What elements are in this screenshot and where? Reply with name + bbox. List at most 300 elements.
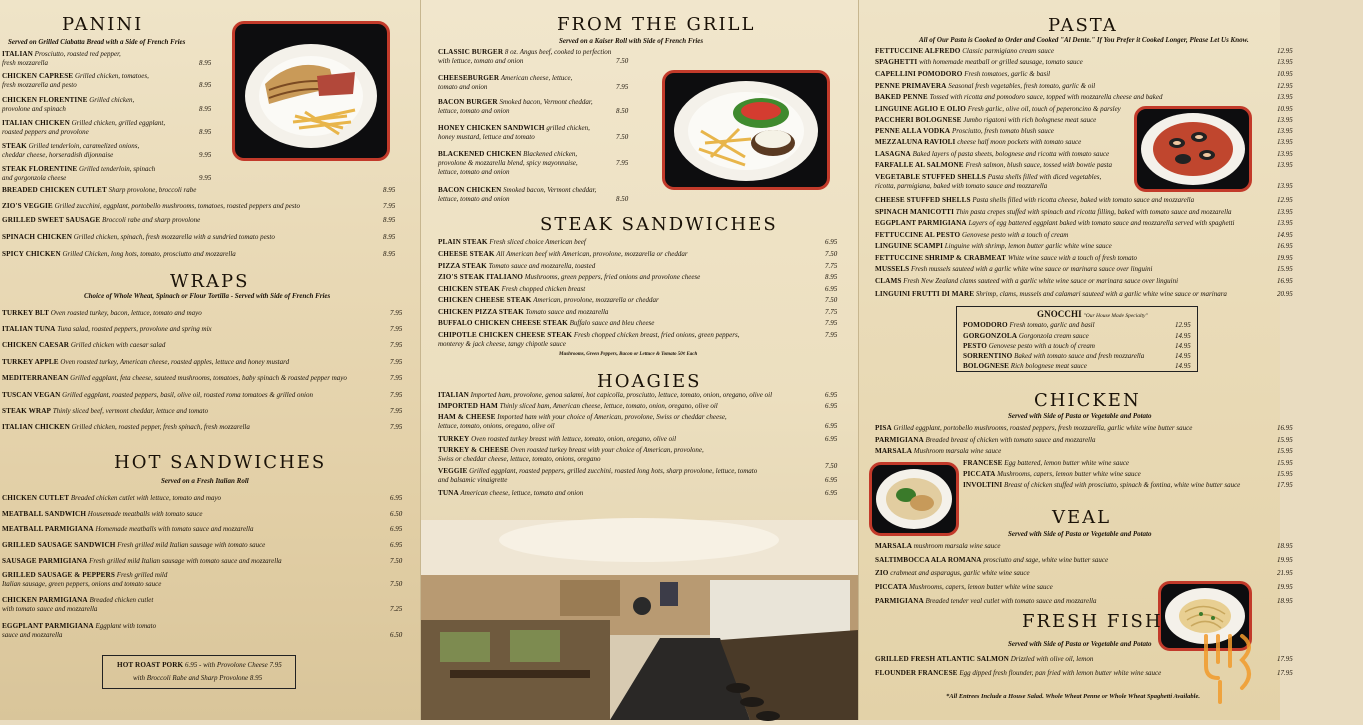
menu-item	[2, 233, 396, 242]
menu-item-price: 7.50	[825, 296, 838, 304]
menu-item-line	[438, 391, 846, 400]
menu-item-line	[963, 352, 1193, 361]
menu-item-name: BOLOGNESE	[963, 362, 1010, 370]
menu-item-name: TURKEY APPLE	[2, 358, 59, 366]
menu-item-description: Housemade meatballs with tomato sauce	[87, 510, 203, 518]
menu-item-name: SORRENTINO	[963, 352, 1013, 360]
menu-item-price: 20.95	[1277, 290, 1293, 298]
menu-item	[2, 525, 406, 534]
menu-item	[438, 319, 846, 328]
menu-item-name: CHICKEN CHEESE STEAK	[438, 296, 532, 304]
menu-item-name: GRILLED SAUSAGE & PEPPERS	[2, 571, 115, 579]
menu-item-price: 8.95	[199, 128, 212, 136]
menu-item-line	[2, 186, 382, 195]
menu-item-description: Fresh grilled mild Italian sausage with tomato sauce and mozzarella	[89, 557, 282, 565]
menu-item	[2, 250, 396, 259]
menu-item	[963, 342, 1193, 351]
menu-item-price: 21.95	[1277, 569, 1293, 577]
menu-item-description-cont: lettuce, tomato, onions, oregano, olive oil	[438, 422, 555, 430]
menu-item-line	[2, 423, 406, 432]
menu-item-line	[875, 277, 1275, 286]
menu-item-price: 15.95	[1277, 470, 1293, 478]
menu-item	[2, 186, 396, 195]
menu-item-price: 15.95	[1277, 459, 1293, 467]
menu-item-name: CHEESE STEAK	[438, 250, 495, 258]
burger-photo	[662, 70, 830, 190]
grill-subtitle: Served on a Kaiser Roll with Side of French Fries	[559, 37, 704, 45]
menu-item-description: Fresh New Zealand clams sauteed with a garlic white wine sauce or marinara sauce over linguini	[903, 277, 1179, 285]
menu-item-name: CHICKEN CAPRESE	[2, 72, 74, 80]
menu-item-price: 6.95	[825, 285, 838, 293]
menu-item-price: 7.95	[383, 202, 396, 210]
menu-item-name: INVOLTINI	[963, 481, 1003, 489]
menu-item-name: CHICKEN PARMIGIANA	[2, 596, 88, 604]
menu-item-name: TURKEY BLT	[2, 309, 50, 317]
gnocchi-tag: "Our House Made Specialty"	[1083, 313, 1148, 319]
menu-item-line	[875, 290, 1275, 299]
menu-item-description: with homemade meatball or grilled sausage, tomato sauce	[919, 58, 1083, 66]
menu-item-price: 8.95	[825, 273, 838, 281]
menu-item-description-cont: ricotta, parmigiana, baked with tomato sauce and mozzarella	[875, 182, 1048, 190]
menu-item-line	[2, 596, 406, 605]
menu-item-price: 8.95	[383, 250, 396, 258]
menu-item-name: CHIPOTLE CHICKEN CHEESE STEAK	[438, 331, 573, 339]
menu-item-description: All American beef with American, provolone, mozzarella or cheddar	[496, 250, 688, 258]
menu-item-name: LASAGNA	[875, 150, 911, 158]
pasta-subtitle: All of Our Pasta is Cooked to Order and Cooked "Al Dente." If You Prefer it Cooked Longer, Please Let Us Know.	[919, 36, 1249, 44]
menu-item-description-cont: honey mustard, lettuce and tomato	[438, 133, 535, 141]
menu-item-price: 6.95	[825, 391, 838, 399]
menu-item	[438, 238, 846, 247]
menu-item-description-cont: and balsamic vinaigrette	[438, 476, 508, 484]
menu-item-line	[963, 321, 1193, 330]
menu-item-description: Mushrooms, green peppers, fried onions and provolone cheese	[524, 273, 701, 281]
menu-item-description-cont: fresh mozzarella	[2, 59, 48, 67]
menu-item-name: CHICKEN FLORENTINE	[2, 96, 88, 104]
menu-item-line	[2, 325, 406, 334]
menu-item-line	[2, 510, 406, 519]
hoagies-heading: HOAGIES	[597, 371, 702, 392]
menu-item	[875, 219, 1293, 228]
menu-item-price: 16.95	[1277, 424, 1293, 432]
menu-item-line	[875, 447, 1275, 456]
menu-item-line	[438, 238, 846, 247]
menu-item	[875, 290, 1293, 299]
menu-item-price: 6.50	[390, 510, 403, 518]
menu-item-line	[875, 82, 1275, 91]
menu-item-price: 14.95	[1175, 352, 1191, 360]
menu-item-name: STEAK	[2, 142, 27, 150]
menu-item	[438, 250, 846, 259]
menu-item	[438, 296, 846, 305]
menu-item-name: BACON BURGER	[438, 98, 498, 106]
menu-item-name: GRILLED SWEET SAUSAGE	[2, 216, 101, 224]
menu-item-line	[963, 362, 1193, 371]
menu-item-name: PENNE ALLA VODKA	[875, 127, 951, 135]
menu-item-description-cont: provolone & mozzarella blend, spicy mayonnaise,	[438, 159, 578, 167]
menu-item-name: FETTUCCINE AL PESTO	[875, 231, 961, 239]
menu-item-description: Grilled eggplant, roasted peppers, basil, olive oil, roasted roma tomatoes & grilled onion	[62, 391, 313, 399]
menu-item-line	[875, 58, 1275, 67]
menu-item-description: Blackened chicken,	[523, 150, 578, 158]
menu-item-price: 13.95	[1277, 138, 1293, 146]
menu-item	[875, 196, 1293, 205]
menu-item-description: Sharp provolone, broccoli rabe	[108, 186, 197, 194]
menu-item-price: 17.95	[1277, 481, 1293, 489]
menu-item	[2, 325, 406, 334]
menu-item-line	[875, 436, 1275, 445]
hot-roast-pork-price: 6.95 - with Provolone Cheese 7.95	[184, 661, 282, 669]
menu-item-line	[2, 571, 406, 580]
menu-item-name: STEAK FLORENTINE	[2, 165, 78, 173]
menu-item-price: 7.95	[616, 83, 629, 91]
menu-item-line	[2, 202, 382, 211]
menu-item-price: 10.95	[1277, 105, 1293, 113]
menu-item-description: Grilled chicken with caesar salad	[70, 341, 166, 349]
menu-item-price: 7.95	[390, 374, 403, 382]
menu-item-price: 9.95	[199, 151, 212, 159]
menu-item	[2, 216, 396, 225]
menu-item-description: Thinly sliced beef, vermont cheddar, lettuce and tomato	[52, 407, 209, 415]
menu-item-description-cont: and gorgonzola cheese	[2, 174, 67, 182]
menu-item	[2, 407, 406, 416]
menu-item	[875, 58, 1293, 67]
menu-item-price: 8.95	[383, 216, 396, 224]
menu-item-line	[2, 358, 406, 367]
menu-item-name: LINGUINE AGLIO E OLIO	[875, 105, 966, 113]
fresh-fish-subtitle: Served with Side of Pasta or Vegetable and Potato	[1008, 640, 1152, 648]
menu-item	[438, 331, 846, 349]
menu-item-price: 7.50	[825, 250, 838, 258]
menu-item	[875, 47, 1293, 56]
menu-item-description: Baked layers of pasta sheets, bolognese and ricotta with tomato sauce	[912, 150, 1110, 158]
hot-roast-pork-name: HOT ROAST PORK	[117, 661, 184, 669]
menu-item-price: 13.95	[1277, 127, 1293, 135]
menu-item-line	[875, 219, 1275, 228]
menu-item	[875, 254, 1293, 263]
menu-item	[875, 70, 1293, 79]
menu-item-name: MUSSELS	[875, 265, 910, 273]
menu-item-price: 6.95	[825, 476, 838, 484]
steak-addons-note: Mushrooms, Green Peppers, Bacon or Lettuce & Tomato 50¢ Each	[559, 352, 698, 357]
menu-item-name: PARMIGIANA	[875, 597, 924, 605]
menu-item-price: 7.50	[616, 57, 629, 65]
menu-item-name: HONEY CHICKEN SANDWICH	[438, 124, 545, 132]
menu-item-price: 12.95	[1277, 196, 1293, 204]
menu-item-description-cont: Swiss or cheddar cheese, lettuce, tomato, onions, oregano	[438, 455, 601, 463]
menu-item-name: VEGETABLE STUFFED SHELLS	[875, 173, 986, 181]
menu-item-description-cont: roasted peppers and provolone	[2, 128, 89, 136]
menu-item-line	[875, 265, 1275, 274]
menu-item-name: SPICY CHICKEN	[2, 250, 61, 258]
menu-item-name: CHICKEN CUTLET	[2, 494, 70, 502]
menu-item-description: American cheese, lettuce, tomato and onion	[460, 489, 584, 497]
menu-item-name: LINGUINI FRUTTI DI MARE	[875, 290, 975, 298]
menu-item-description: Genovese pesto with a touch of cream	[988, 342, 1095, 350]
menu-item	[963, 459, 1363, 468]
menu-item-line	[2, 622, 406, 631]
menu-item-name: FETTUCCINE ALFREDO	[875, 47, 961, 55]
menu-item-name: FARFALLE AL SALMONE	[875, 161, 964, 169]
menu-item	[875, 231, 1293, 240]
panini-heading: PANINI	[62, 14, 144, 35]
menu-item-line	[438, 402, 846, 411]
menu-item-name: CHICKEN PIZZA STEAK	[438, 308, 524, 316]
menu-item-price: 7.95	[390, 309, 403, 317]
menu-item	[438, 262, 846, 271]
menu-item-description: Mushrooms, capers, lemon butter white wine sauce	[909, 583, 1053, 591]
menu-item-description: Egg battered, lemon butter white wine sauce	[1004, 459, 1130, 467]
menu-item-price: 13.95	[1277, 182, 1293, 190]
menu-item-description-cont: lettuce, tomato and onion	[438, 168, 510, 176]
menu-item-price: 14.95	[1175, 332, 1191, 340]
menu-item-line	[963, 342, 1193, 351]
chicken-subtitle: Served with Side of Pasta or Vegetable and Potato	[1008, 412, 1152, 420]
menu-item	[963, 470, 1363, 479]
menu-item-description: Fresh salmon, blush sauce, tossed with bowtie pasta	[965, 161, 1112, 169]
menu-item-price: 7.25	[390, 605, 403, 613]
menu-item-line	[2, 407, 406, 416]
menu-item-name: GRILLED SAUSAGE SANDWICH	[2, 541, 116, 549]
menu-item-price: 15.95	[1277, 436, 1293, 444]
menu-item-name: FETTUCCINE SHRIMP & CRABMEAT	[875, 254, 1007, 262]
hot-roast-pork-box	[102, 655, 296, 689]
menu-item	[875, 82, 1293, 91]
menu-item-name: STEAK WRAP	[2, 407, 51, 415]
menu-item	[875, 242, 1293, 251]
menu-item-price: 8.95	[199, 105, 212, 113]
menu-item-line	[438, 48, 838, 57]
menu-item-price: 13.95	[1277, 219, 1293, 227]
menu-item-description: Grilled tenderloin, spinach	[79, 165, 156, 173]
menu-item-name: ITALIAN CHICKEN	[2, 423, 70, 431]
menu-item-line	[963, 470, 1363, 479]
menu-item	[963, 362, 1193, 371]
menu-item	[2, 341, 406, 350]
menu-item	[438, 446, 846, 470]
menu-item-price: 9.95	[199, 174, 212, 182]
menu-item-name: MARSALA	[875, 542, 913, 550]
menu-item-line	[875, 242, 1275, 251]
menu-item	[875, 447, 1293, 456]
menu-item-name: ITALIAN CHICKEN	[2, 119, 70, 127]
menu-item-price: 7.50	[825, 462, 838, 470]
menu-item-price: 8.95	[383, 186, 396, 194]
menu-item-name: FLOUNDER FRANCESE	[875, 669, 958, 677]
menu-item-description-cont: Italian sausage, green peppers, onions and tomato sauce	[2, 580, 162, 588]
menu-item	[875, 424, 1293, 433]
menu-item-description: Buffalo sauce and bleu cheese	[569, 319, 655, 327]
menu-item-description-cont: tomato and onion	[438, 83, 488, 91]
menu-item-name: BACON CHICKEN	[438, 186, 502, 194]
menu-item	[875, 436, 1293, 445]
menu-item-name: BAKED PENNE	[875, 93, 928, 101]
menu-item-price: 7.50	[390, 557, 403, 565]
menu-item-description: Mushrooms, capers, lemon butter white wine sauce	[997, 470, 1141, 478]
menu-item-line	[875, 556, 1275, 565]
menu-item-description: Smoked bacon, Vermont cheddar,	[503, 186, 597, 194]
menu-item-price: 7.95	[616, 159, 629, 167]
menu-item-line	[2, 374, 406, 383]
menu-item-line	[438, 250, 846, 259]
menu-item-description: Tuna salad, roasted peppers, provolone and spring mix	[57, 325, 212, 333]
menu-item-description: mushroom marsala wine sauce	[913, 542, 1001, 550]
menu-item-line	[438, 413, 846, 422]
menu-item-description: Tossed with ricotta and pomodoro sauce, topped with mozzarella cheese and baked	[929, 93, 1163, 101]
menu-item-name: PIZZA STEAK	[438, 262, 487, 270]
menu-item-line	[2, 309, 406, 318]
menu-item-description: Tomato sauce and mozzarella, toasted	[488, 262, 596, 270]
menu-item	[963, 321, 1193, 330]
wraps-subtitle: Choice of Whole Wheat, Spinach or Flour Tortilla - Served with Side of French Fries	[84, 292, 331, 300]
menu-item-line	[2, 557, 406, 566]
menu-item-price: 6.95	[390, 525, 403, 533]
menu-item	[875, 542, 1293, 551]
menu-item-price: 18.95	[1277, 542, 1293, 550]
menu-item-description: Grilled eggplant, portobello mushrooms, roasted peppers, fresh mozzarella, garlic white wine butter sauce	[893, 424, 1193, 432]
menu-item-description: Grilled chicken, spinach, fresh mozzarella with a sundried tomato pesto	[73, 233, 275, 241]
menu-item-price: 7.95	[825, 319, 838, 327]
menu-item	[2, 423, 406, 432]
menu-item-line	[438, 285, 846, 294]
menu-item-price: 15.95	[1277, 265, 1293, 273]
menu-item	[2, 358, 406, 367]
veal-heading: VEAL	[1052, 507, 1112, 528]
menu-item-line	[2, 216, 382, 225]
menu-item-line	[2, 525, 406, 534]
menu-item-description-cont: with lettuce, tomato and onion	[438, 57, 524, 65]
menu-item-price: 7.95	[390, 423, 403, 431]
menu-item-price: 8.95	[199, 59, 212, 67]
menu-item-price: 10.95	[1277, 70, 1293, 78]
menu-item-description: Oven roasted turkey, bacon, lettuce, tomato and mayo	[50, 309, 202, 317]
menu-item-line	[875, 47, 1275, 56]
menu-item-description: 8 oz. Angus beef, cooked to perfection	[504, 48, 612, 56]
menu-item	[438, 308, 846, 317]
menu-item-line	[875, 542, 1275, 551]
right-column	[858, 0, 1293, 720]
menu-item-name: CAPELLINI POMODORO	[875, 70, 963, 78]
menu-item-name: MEZZALUNA RAVIOLI	[875, 138, 956, 146]
menu-item-name: TUNA	[438, 489, 459, 497]
panini-subtitle: Served on Grilled Ciabatta Bread with a Side of French Fries	[8, 38, 186, 46]
menu-item-line	[2, 341, 406, 350]
menu-item-description: Layers of egg battered eggplant baked with tomato sauce and mozzarella served with spaghetti	[968, 219, 1235, 227]
menu-item-description: Egg dipped fresh flounder, pan fried with lemon butter white wine sauce	[959, 669, 1162, 677]
menu-item-name: SPINACH CHICKEN	[2, 233, 72, 241]
menu-item-price: 7.95	[390, 358, 403, 366]
menu-item-line	[963, 481, 1363, 490]
menu-item-line	[875, 254, 1275, 263]
menu-item-name: ZIO'S VEGGIE	[2, 202, 53, 210]
menu-item-name: ITALIAN TUNA	[2, 325, 56, 333]
menu-item-name: POMODORO	[963, 321, 1008, 329]
hot-sandwiches-heading: HOT SANDWICHES	[114, 452, 327, 473]
menu-item-description: Tomato sauce and mozzarella	[525, 308, 609, 316]
menu-item-description: Gorgonzola cream sauce	[1018, 332, 1089, 340]
wraps-heading: WRAPS	[170, 271, 250, 292]
menu-item-line	[875, 208, 1275, 217]
menu-item-name: TURKEY & CHEESE	[438, 446, 509, 454]
menu-item-price: 19.95	[1277, 583, 1293, 591]
menu-item	[2, 510, 406, 519]
menu-item-price: 19.95	[1277, 254, 1293, 262]
menu-item-description: Grilled zucchini, eggplant, portobello mushrooms, tomatoes, roasted peppers and pesto	[54, 202, 300, 210]
menu-item-description: Grilled eggplant, feta cheese, sauteed mushrooms, tomatoes, baby spinach & roasted pepper mayo	[70, 374, 347, 382]
menu-item-price: 12.95	[1277, 47, 1293, 55]
menu-item-price: 7.50	[390, 580, 403, 588]
gnocchi-heading: GNOCCHI	[1037, 309, 1082, 319]
menu-item	[875, 93, 1293, 102]
menu-item-description: Grilled chicken, tomatoes,	[74, 72, 149, 80]
menu-item-description: cheese half moon pockets with tomato sauce	[957, 138, 1082, 146]
menu-item-price: 7.50	[616, 133, 629, 141]
hot-sandwiches-subtitle: Served on a Fresh Italian Roll	[161, 477, 249, 485]
menu-item	[2, 374, 406, 383]
menu-item-price: 16.95	[1277, 242, 1293, 250]
menu-item-description-cont: fresh mozzarella and pesto	[2, 81, 77, 89]
menu-item	[2, 391, 406, 400]
menu-item-name: HAM & CHEESE	[438, 413, 496, 421]
menu-item-price: 16.95	[1277, 277, 1293, 285]
menu-item-price: 8.50	[616, 195, 629, 203]
menu-item-description: Breaded breast of chicken with tomato sauce and mozzarella	[925, 436, 1096, 444]
menu-item-price: 7.95	[825, 331, 838, 339]
menu-item-description: Imported ham with your choice of American, provolone, Swiss or cheddar cheese,	[497, 413, 727, 421]
hot-roast-pork-broccoli: with Broccoli Rabe and Sharp Provolone 8.95	[133, 674, 263, 682]
menu-item-description: Seasonal fresh vegetables, fresh tomato, garlic & oil	[948, 82, 1096, 90]
menu-item-price: 13.95	[1277, 93, 1293, 101]
menu-item-price: 7.75	[825, 308, 838, 316]
fork-logo-icon	[1196, 626, 1266, 706]
menu-item-price: 19.95	[1277, 556, 1293, 564]
menu-item	[2, 557, 406, 566]
steak-sandwiches-heading: STEAK SANDWICHES	[540, 214, 778, 235]
entrees-footnote: *All Entrees Include a House Salad. Whole Wheat Penne or Whole Wheat Spaghetti Available.	[946, 693, 1200, 700]
menu-item-description: Baked with tomato sauce and fresh mozzarella	[1014, 352, 1145, 360]
menu-item-line	[2, 494, 406, 503]
menu-item-line	[2, 391, 406, 400]
menu-item-price: 18.95	[1277, 597, 1293, 605]
menu-item-description: Fresh garlic, olive oil, touch of peperoncino & parsley	[967, 105, 1121, 113]
menu-item-price: 17.95	[1277, 669, 1293, 677]
menu-item	[438, 391, 846, 400]
menu-item-description: Genovese pesto with a touch of cream	[962, 231, 1069, 239]
veal-subtitle: Served with Side of Pasta or Vegetable and Potato	[1008, 530, 1152, 538]
menu-item-name: MEATBALL SANDWICH	[2, 510, 87, 518]
menu-item-name: BREADED CHICKEN CUTLET	[2, 186, 107, 194]
menu-item-description: Breaded chicken cutlet	[89, 596, 154, 604]
menu-item-description: Linguine with shrimp, lemon butter garlic white wine sauce	[944, 242, 1112, 250]
menu-item-line	[875, 569, 1275, 578]
menu-item-price: 17.95	[1277, 655, 1293, 663]
menu-item-line	[2, 541, 406, 550]
menu-item-price: 7.75	[825, 262, 838, 270]
menu-item-price: 6.95	[825, 238, 838, 246]
menu-item-price: 13.95	[1277, 161, 1293, 169]
menu-item-price: 6.95	[390, 541, 403, 549]
menu-item-description: Prosciutto, fresh tomato blush sauce	[951, 127, 1054, 135]
menu-item-price: 13.95	[1277, 58, 1293, 66]
menu-item-description: Grilled Chicken, long hots, tomato, prosciutto and mozzarella	[62, 250, 236, 258]
menu-item-description: Smoked bacon, Vermont cheddar,	[499, 98, 593, 106]
menu-item-line	[438, 446, 846, 455]
menu-item-description: Grilled tenderloin, caramelized onions,	[28, 142, 140, 150]
menu-item-description: Fresh chopped chicken breast	[501, 285, 586, 293]
menu-item-name: PESTO	[963, 342, 987, 350]
menu-item-price: 8.50	[616, 107, 629, 115]
menu-item-name: EGGPLANT PARMIGIANA	[2, 622, 94, 630]
